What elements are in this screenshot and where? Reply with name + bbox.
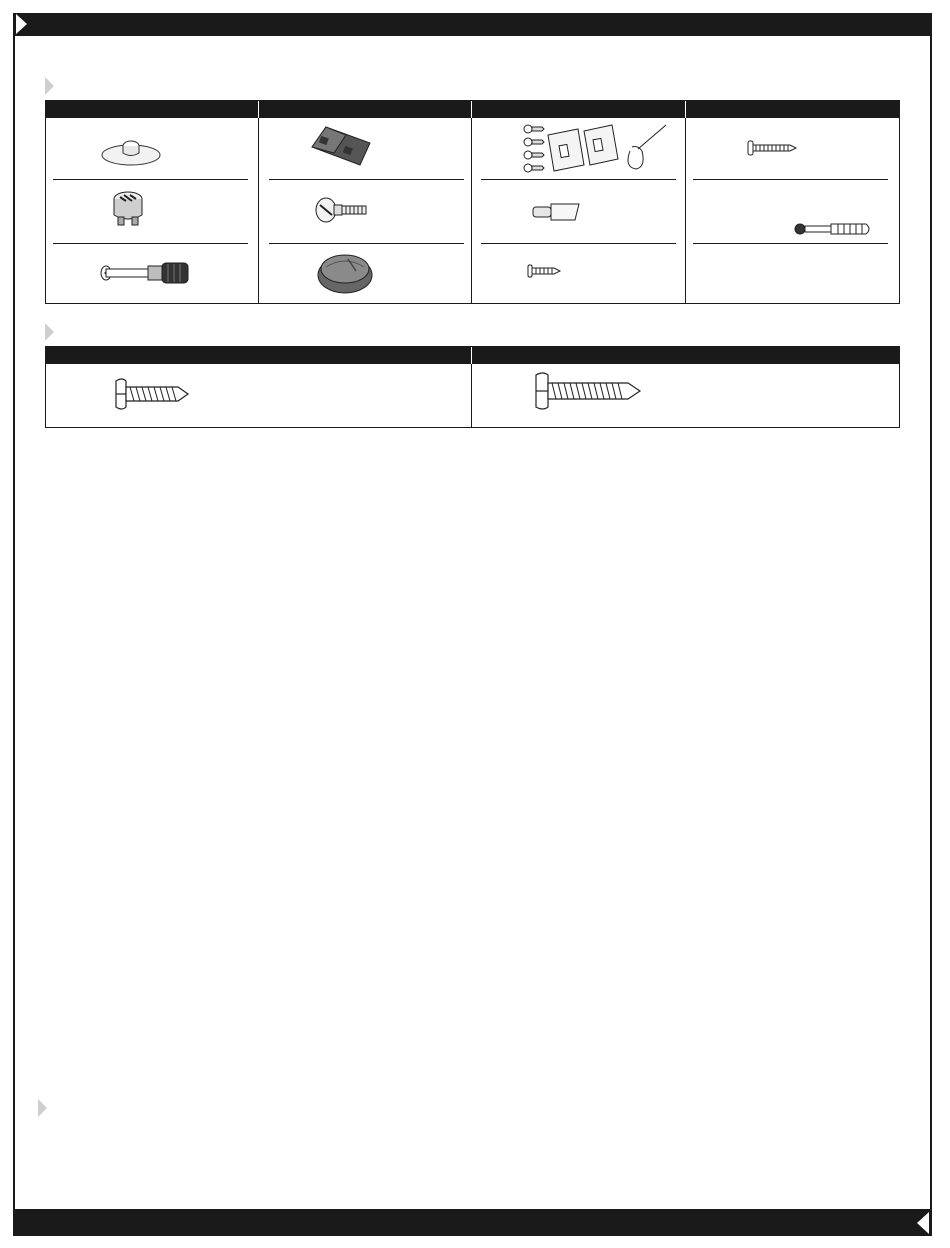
screw-table-header [46,347,899,364]
header-divider [471,101,472,118]
footer-bar [13,1209,932,1236]
row-divider [693,243,888,244]
header-arrow-icon [16,14,27,34]
cam-lock-icon [110,189,146,229]
long-bolt-with-anchor-icon [792,217,876,241]
screw-header-label-1 [46,347,47,348]
column-divider [685,118,686,303]
hardware-header-label-2 [46,101,47,102]
column-divider [471,364,472,427]
header-divider [471,347,472,364]
washer-icon [100,133,162,167]
hardware-table-header [46,101,899,118]
screw-header-label-2 [46,347,47,348]
grommet-icon [316,251,374,295]
short-wood-screw-icon [526,263,562,279]
column-divider [471,118,472,303]
screw-table [45,346,900,428]
hardware-table [45,100,900,304]
hardware-header-label-1 [46,101,47,102]
column-divider [258,118,259,303]
cam-bolt-icon [314,195,370,225]
pan-head-screw-short-icon [114,377,190,411]
hardware-header-label-3 [46,101,47,102]
row-divider [53,179,248,180]
hardware-header-label-4 [46,101,47,102]
section-marker-icon [45,323,54,341]
row-divider [53,243,248,244]
header-divider [685,101,686,118]
corner-bracket-icon [304,125,374,167]
row-divider [269,179,464,180]
row-divider [693,179,888,180]
row-divider [269,243,464,244]
section-marker-icon [45,77,54,95]
header-divider [258,101,259,118]
footer-arrow-icon [917,1212,929,1234]
small-machine-screw-icon [746,139,798,157]
shelf-pin-icon [531,201,583,223]
dowel-connector-icon [98,261,192,285]
row-divider [481,243,676,244]
row-divider [481,179,676,180]
section-marker-icon [38,1099,47,1117]
pan-head-screw-long-icon [534,371,642,411]
header-bar [13,13,932,36]
screws-and-brackets-kit-icon [520,121,670,177]
